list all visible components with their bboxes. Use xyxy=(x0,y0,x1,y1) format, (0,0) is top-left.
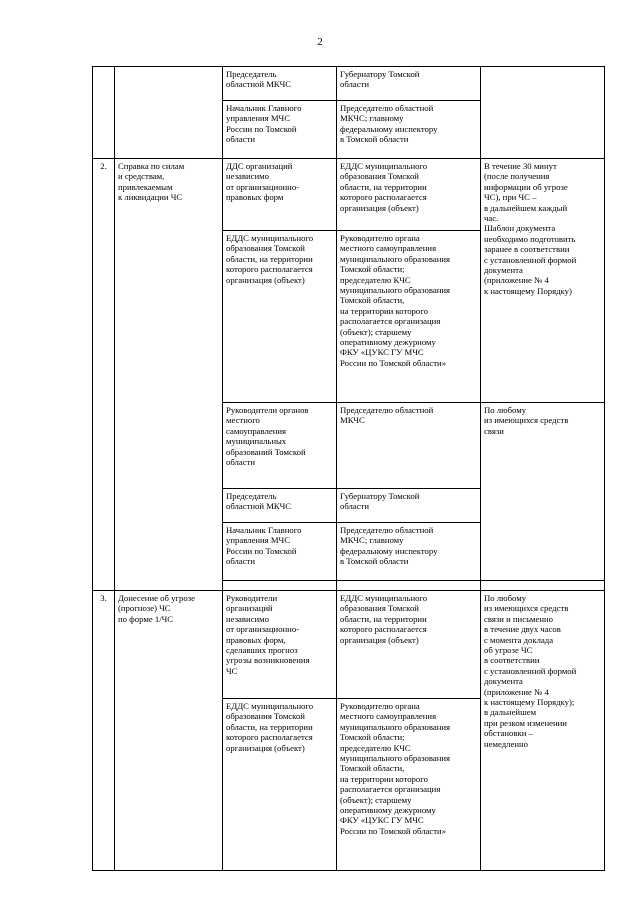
page-number: 2 xyxy=(317,36,323,48)
submitter-cell: ЕДДС муниципального образования Томской области, на территории которого располагается организация (объект) xyxy=(223,699,337,871)
recipient-cell: Председателю областной МКЧС xyxy=(337,403,481,489)
submitter-cell: Председатель областной МКЧС xyxy=(223,67,337,101)
number-cell: 3. xyxy=(93,591,115,871)
table-row xyxy=(93,159,605,231)
table-row xyxy=(93,591,605,699)
deadline-cell xyxy=(481,67,605,159)
recipient-cell: Председателю областной МКЧС; главному федеральному инспектору в Томской области xyxy=(337,523,481,581)
submitter-cell: ЕДДС муниципального образования Томской области, на территории которого располагается организация (объект) xyxy=(223,231,337,403)
document-cell: Донесение об угрозе (прогнозе) ЧС по форме 1/ЧС xyxy=(115,591,223,871)
recipient-cell: Руководителю органа местного самоуправления муниципального образования Томской области; председателю КЧС муниципального образования Томской области, на территории которого располагается организация (объект); старшему оперативному дежурному ФКУ «ЦУКС ГУ МЧС России по Томской области» xyxy=(337,699,481,871)
submitter-cell: Начальник Главного управления МЧС России по Томской области xyxy=(223,101,337,159)
deadline-cell: В течение 30 минут (после получения информации об угрозе ЧС), при ЧС – в дальнейшем каждый час. Шаблон документа необходимо подготовить заранее в соответствии с установленной формой документа (приложение № 4 к настоящему Порядку) xyxy=(481,159,605,403)
submitter-cell: Председатель областной МКЧС xyxy=(223,489,337,523)
recipient-cell: Руководителю органа местного самоуправления муниципального образования Томской области; председателю КЧС муниципального образования Томской области, на территории которого располагается организация (объект); старшему оперативному дежурному ФКУ «ЦУКС ГУ МЧС России по Томской области» xyxy=(337,231,481,403)
deadline-cell: По любому из имеющихся средств связи и письменно в течение двух часов с момента доклада об угрозе ЧС в соответствии с установленной формой документа (приложение № 4 к настоящему Порядку); в дальнейшем при резком изменении обстановки – немедленно xyxy=(481,591,605,871)
recipient-cell: Губернатору Томской области xyxy=(337,67,481,101)
recipient-cell: Председателю областной МКЧС; главному федеральному инспектору в Томской области xyxy=(337,101,481,159)
document-cell: Справка по силам и средствам, привлекаемым к ликвидации ЧС xyxy=(115,159,223,591)
submitter-cell: Начальник Главного управления МЧС России по Томской области xyxy=(223,523,337,581)
number-cell xyxy=(93,67,115,159)
submitter-cell: Руководители организаций независимо от организационно- правовых форм, сделавших прогноз угрозы возникновения ЧС xyxy=(223,591,337,699)
table-row xyxy=(93,67,605,101)
document-cell xyxy=(115,67,223,159)
number-cell: 2. xyxy=(93,159,115,591)
deadline-cell: По любому из имеющихся средств связи xyxy=(481,403,605,581)
submitter-cell: Руководители органов местного самоуправления муниципальных образований Томской области xyxy=(223,403,337,489)
submitter-cell: ДДС организаций независимо от организационно- правовых форм xyxy=(223,159,337,231)
report-table xyxy=(92,66,605,871)
recipient-cell: ЕДДС муниципального образования Томской области, на территории которого располагается организация (объект) xyxy=(337,159,481,231)
recipient-cell: Губернатору Томской области xyxy=(337,489,481,523)
recipient-cell: ЕДДС муниципального образования Томской области, на территории которого располагается организация (объект) xyxy=(337,591,481,699)
